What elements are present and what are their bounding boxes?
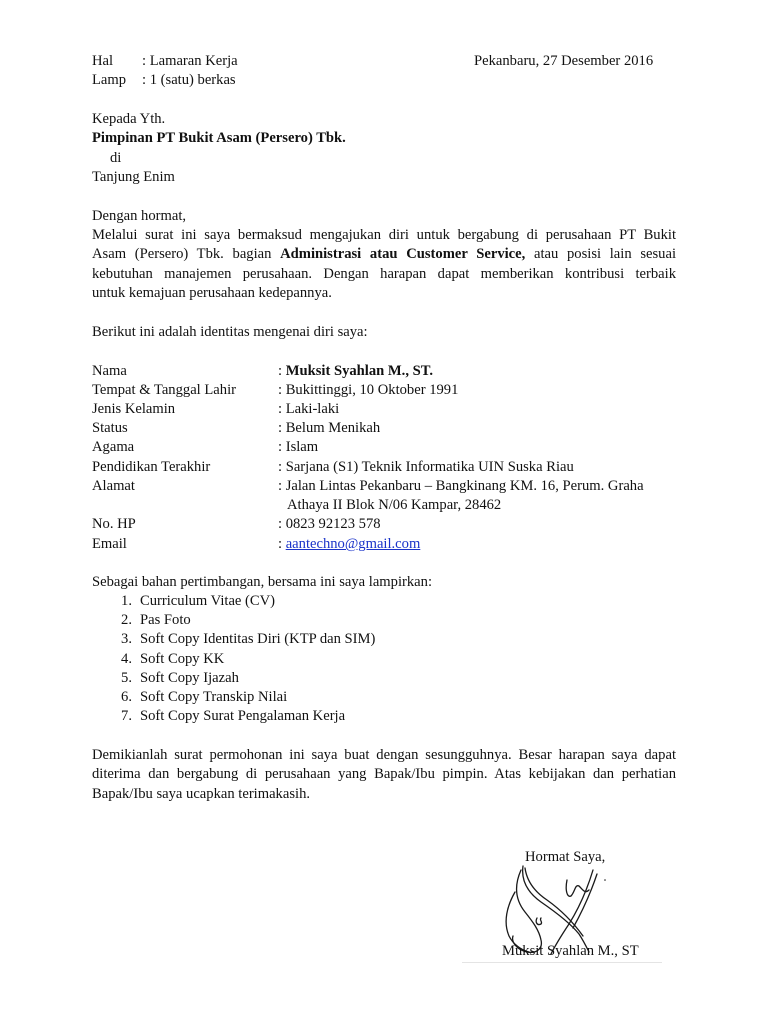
identity-intro: Berikut ini adalah identitas mengenai diri saya: — [92, 324, 368, 340]
identity-label: Pendidikan Terakhir — [92, 459, 211, 475]
list-text: Pas Foto — [140, 612, 191, 628]
list-number: 2. — [121, 612, 132, 628]
greeting: Dengan hormat, — [92, 208, 187, 224]
kepada-yth: Kepada Yth. — [92, 111, 166, 127]
list-number: 1. — [121, 593, 132, 609]
recipient-city: Tanjung Enim — [92, 169, 175, 185]
identity-row-alamat — [92, 477, 682, 497]
identity-label: Agama — [92, 439, 135, 455]
identity-value — [278, 535, 420, 555]
identity-label: Nama — [92, 363, 127, 379]
signature-dot-icon — [604, 879, 606, 881]
place-date: Pekanbaru, 27 Desember 2016 — [474, 53, 654, 69]
identity-label: No. HP — [92, 516, 136, 532]
identity-row-pendidikan — [92, 458, 682, 478]
list-text: Soft Copy KK — [140, 651, 225, 667]
identity-label: Alamat — [92, 478, 135, 494]
recipient-name: Pimpinan PT Bukit Asam (Persero) Tbk. — [92, 130, 346, 146]
identity-value: : Bukittinggi, 10 Oktober 1991 — [278, 382, 459, 398]
list-text: Soft Copy Identitas Diri (KTP dan SIM) — [140, 631, 376, 647]
opening-line-3: kebutuhan manajemen perusahaan. Dengan harapan dapat memberikan kontribusi terbaik — [92, 266, 676, 282]
closing-line-3: Bapak/Ibu saya ucapkan terimakasih. — [92, 786, 311, 802]
lamp-value: : 1 (satu) berkas — [142, 72, 236, 88]
signatory-name: Muksit Syahlan M., ST — [502, 943, 639, 959]
identity-value: : Islam — [278, 439, 319, 455]
identity-value: : 0823 92123 578 — [278, 516, 381, 532]
opening-line-1: Melalui surat ini saya bermaksud mengajukan diri untuk bergabung di perusahaan PT Bukit — [92, 227, 676, 243]
email-link[interactable]: aantechno@gmail.com — [285, 536, 421, 552]
identity-colon: : — [278, 363, 286, 379]
identity-label: Tempat & Tanggal Lahir — [92, 382, 236, 398]
opening-line-2 — [92, 245, 676, 265]
list-number: 5. — [121, 670, 132, 686]
position-bold: Administrasi atau Customer Service, — [280, 246, 526, 262]
attachments-intro: Sebagai bahan pertimbangan, bersama ini saya lampirkan: — [92, 574, 432, 590]
closing-line-1: Demikianlah surat permohonan ini saya buat dengan sesungguhnya. Besar harapan saya dapat — [92, 747, 676, 763]
list-number: 7. — [121, 708, 132, 724]
identity-row-email — [92, 535, 682, 555]
identity-value — [278, 362, 433, 382]
identity-colon: : — [278, 536, 286, 552]
list-number: 6. — [121, 689, 132, 705]
applicant-name: Muksit Syahlan M., ST. — [285, 363, 434, 379]
identity-value: : Sarjana (S1) Teknik Informatika UIN Suska Riau — [278, 459, 574, 475]
identity-value: : Belum Menikah — [278, 420, 381, 436]
identity-row-status — [92, 419, 682, 439]
alamat-line-2: Athaya II Blok N/06 Kampar, 28462 — [287, 497, 502, 513]
identity-label: Email — [92, 536, 127, 552]
identity-label: Status — [92, 420, 128, 436]
identity-value: : Laki-laki — [278, 401, 340, 417]
lamp-label: Lamp — [92, 72, 127, 88]
identity-row-jenis-kelamin — [92, 400, 682, 420]
identity-label: Jenis Kelamin — [92, 401, 176, 417]
opening-line-2-pre: Asam (Persero) Tbk. bagian — [92, 246, 281, 262]
hal-value: : Lamaran Kerja — [142, 53, 238, 69]
identity-row-ttl — [92, 381, 682, 401]
signature-baseline — [462, 962, 662, 963]
identity-row-agama — [92, 438, 682, 458]
list-number: 4. — [121, 651, 132, 667]
recipient-di: di — [110, 150, 122, 166]
list-text: Curriculum Vitae (CV) — [140, 593, 276, 609]
list-text: Soft Copy Transkip Nilai — [140, 689, 288, 705]
hal-label: Hal — [92, 53, 114, 69]
hormat-saya: Hormat Saya, — [525, 849, 606, 865]
opening-line-2-post: atau posisi lain sesuai — [525, 246, 677, 262]
identity-row-hp — [92, 515, 682, 535]
list-number: 3. — [121, 631, 132, 647]
identity-row-nama — [92, 362, 682, 382]
opening-line-4: untuk kemajuan perusahaan kedepannya. — [92, 285, 332, 301]
identity-value: : Jalan Lintas Pekanbaru – Bangkinang KM. 16, Perum. Graha — [278, 478, 644, 494]
closing-line-2: diterima dan bergabung di perusahaan yang Bapak/Ibu pimpin. Atas kebijakan dan perhatian — [92, 766, 676, 782]
list-text: Soft Copy Surat Pengalaman Kerja — [140, 708, 346, 724]
list-text: Soft Copy Ijazah — [140, 670, 239, 686]
